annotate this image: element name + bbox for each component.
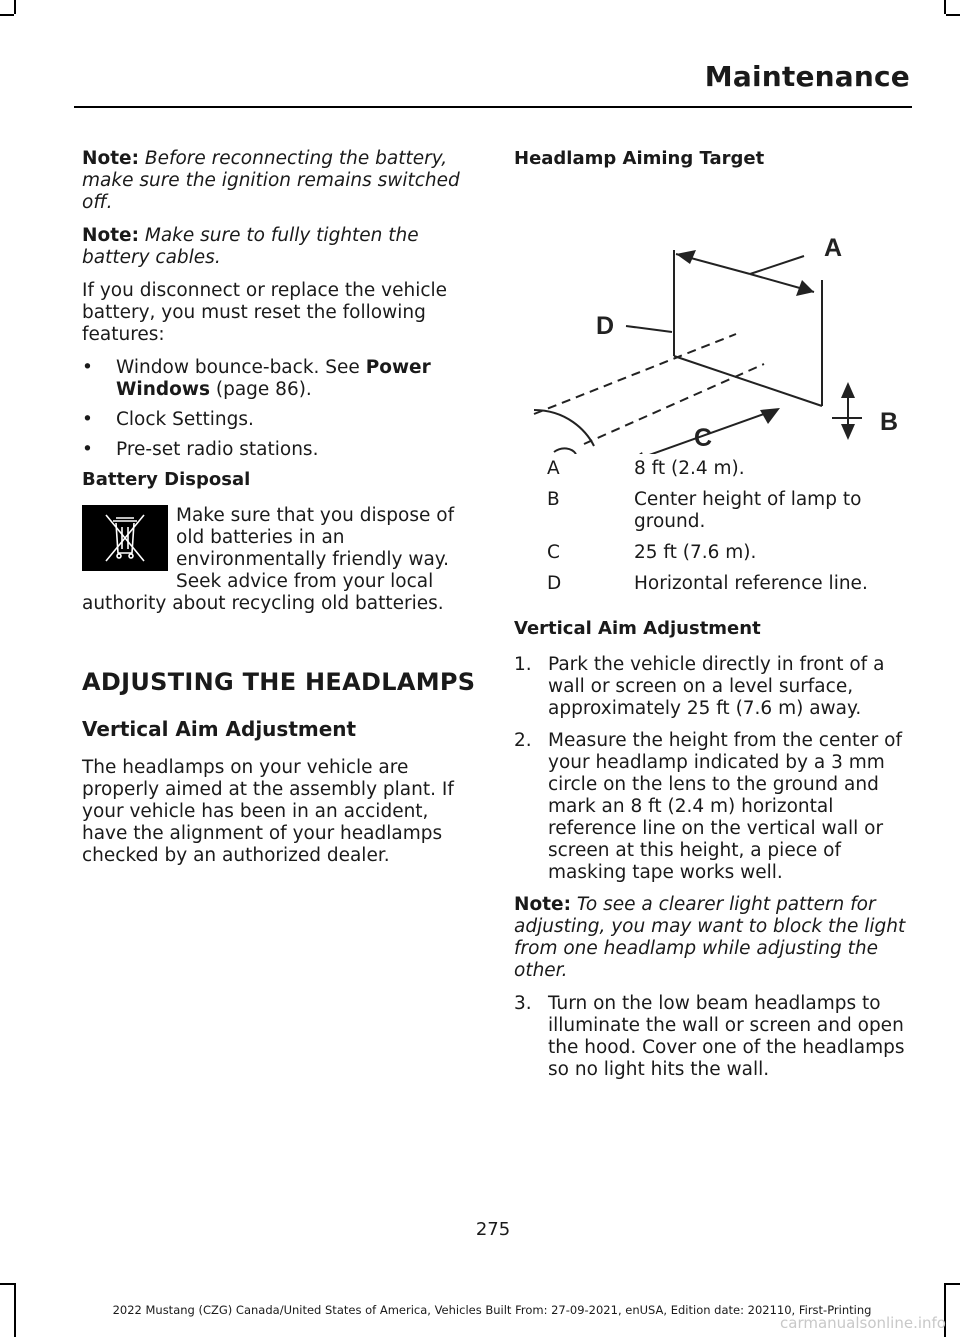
legend-value: 25 ft (7.6 m). bbox=[634, 542, 757, 563]
note-text: To see a clearer light pattern for adjusting, you may want to block the light from one headlamp while adjusting the other. bbox=[514, 894, 906, 981]
crop-mark-bottom-left-h bbox=[0, 1283, 14, 1285]
bullet: • bbox=[82, 357, 93, 378]
legend-value: 8 ft (2.4 m). bbox=[634, 458, 745, 479]
note-label: Note: bbox=[82, 225, 139, 246]
list-item-text: Pre-set radio stations. bbox=[116, 439, 319, 460]
step-item bbox=[514, 993, 912, 1081]
power-windows-link[interactable]: Power Windows bbox=[116, 357, 431, 400]
wall-bottom-edge bbox=[674, 356, 822, 406]
note-reconnect bbox=[82, 148, 478, 214]
beam-line-upper bbox=[534, 334, 736, 414]
subsection-title: Vertical Aim Adjustment bbox=[82, 717, 357, 741]
list-item bbox=[82, 439, 478, 461]
note-light-pattern bbox=[514, 894, 912, 982]
battery-disposal-heading: Battery Disposal bbox=[82, 469, 251, 490]
legend-key: B bbox=[547, 489, 560, 510]
watermark: carmanualsonline.info bbox=[780, 1314, 946, 1332]
headlamp-aiming-diagram bbox=[514, 184, 912, 454]
note-label: Note: bbox=[514, 894, 571, 915]
page-number: 275 bbox=[475, 1219, 511, 1240]
legend-row bbox=[514, 573, 912, 604]
page-header-title: Maintenance bbox=[704, 60, 910, 93]
crop-mark-bottom-right-h bbox=[946, 1283, 960, 1285]
aim-steps-list bbox=[514, 654, 912, 884]
list-item-text: Window bounce-back. See bbox=[116, 357, 366, 378]
step-number: 1. bbox=[514, 654, 532, 675]
step-text: Park the vehicle directly in front of a wall or screen on a level surface, approximately 25 ft (7.6 m) away. bbox=[548, 654, 885, 719]
diagram-legend bbox=[514, 458, 912, 604]
list-item bbox=[82, 409, 478, 431]
diagram-label-a: A bbox=[824, 234, 843, 262]
diagram-label-d: D bbox=[596, 312, 615, 340]
vertical-aim-subheading: Vertical Aim Adjustment bbox=[514, 618, 761, 639]
step-number: 3. bbox=[514, 993, 532, 1014]
headlamp-aim-body: The headlamps on your vehicle are properly aimed at the assembly plant. If your vehicle has been in an accident, have the alignment of your headlamps checked by an authorized dealer. bbox=[82, 757, 454, 866]
crop-mark-top-left bbox=[14, 0, 16, 14]
beam-line-lower bbox=[584, 364, 764, 444]
note-label: Note: bbox=[82, 148, 139, 169]
legend-row bbox=[514, 542, 912, 573]
crop-mark-top-left-h bbox=[0, 14, 14, 16]
reset-features-list bbox=[82, 357, 478, 461]
step-text: Turn on the low beam headlamps to illuminate the wall or screen and open the hood. Cover one of the headlamps so no light hits the wall. bbox=[548, 993, 905, 1080]
legend-value: Horizontal reference line. bbox=[634, 573, 868, 594]
step-number: 2. bbox=[514, 730, 532, 751]
bullet: • bbox=[82, 439, 93, 460]
section-title: ADJUSTING THE HEADLAMPS bbox=[82, 668, 476, 696]
legend-row bbox=[514, 458, 912, 489]
bullet: • bbox=[82, 409, 93, 430]
edition-footer: 2022 Mustang (CZG) Canada/United States of America, Vehicles Built From: 27-09-2021, enUSA, Edition date: 202110, First-Printing bbox=[112, 1303, 872, 1317]
legend-row bbox=[514, 489, 912, 542]
diagram-heading: Headlamp Aiming Target bbox=[514, 148, 765, 169]
legend-key: C bbox=[547, 542, 560, 563]
dimension-d-leader bbox=[626, 326, 672, 332]
note-text: Before reconnecting the battery, make sure the ignition remains switched off. bbox=[82, 148, 460, 213]
legend-value: Center height of lamp to ground. bbox=[634, 489, 862, 532]
disposal-text: Make sure that you dispose of old batteries in an environmentally friendly way. Seek advice from your local authority about recycling old batteries. bbox=[82, 505, 455, 614]
legend-key: A bbox=[547, 458, 560, 479]
aim-steps-list-continued bbox=[514, 993, 912, 1081]
right-column bbox=[514, 148, 912, 1091]
diagram-label-c: C bbox=[694, 424, 713, 452]
battery-disposal-block bbox=[82, 505, 478, 615]
crop-mark-top-right-h bbox=[946, 14, 960, 16]
step-item bbox=[514, 654, 912, 720]
note-tighten bbox=[82, 225, 478, 269]
list-item bbox=[82, 357, 478, 401]
crop-mark-top-right bbox=[944, 0, 946, 14]
car-hood-outline bbox=[534, 410, 594, 446]
note-text: Make sure to fully tighten the battery cables. bbox=[82, 225, 419, 268]
left-column bbox=[82, 148, 478, 878]
step-text: Measure the height from the center of your headlamp indicated by a 3 mm circle on the lens to the ground and mark an 8 ft (2.4 m) horizontal reference line on the vertical wall or screen at this height, a piece of masking tape works well. bbox=[548, 730, 903, 883]
legend-key: D bbox=[547, 573, 562, 594]
list-item-text: Clock Settings. bbox=[116, 409, 254, 430]
reset-intro: If you disconnect or replace the vehicle battery, you must reset the following features: bbox=[82, 280, 448, 345]
step-item bbox=[514, 730, 912, 884]
header-rule bbox=[74, 106, 912, 108]
recycle-bin-icon bbox=[82, 505, 168, 571]
page-reference: (page 86). bbox=[209, 379, 312, 400]
diagram-label-b: B bbox=[880, 408, 899, 436]
